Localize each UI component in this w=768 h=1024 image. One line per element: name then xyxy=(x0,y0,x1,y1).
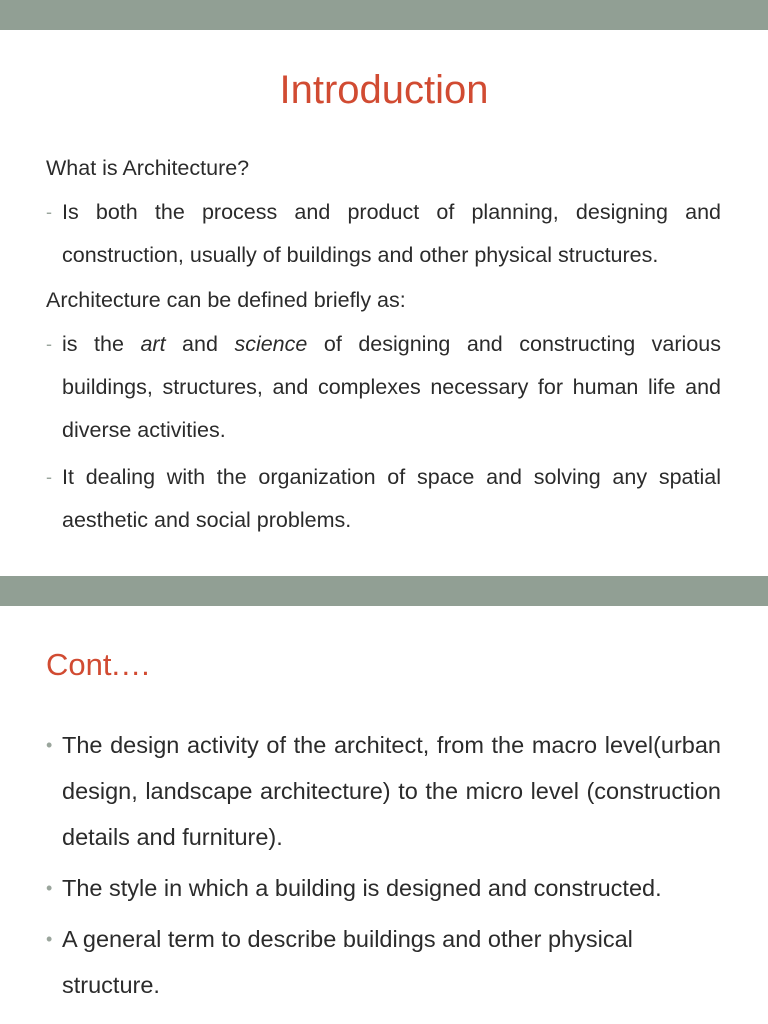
list-item-text: It dealing with the organization of space and solving any spatial aesthetic and social problems. xyxy=(62,465,721,532)
list-item-text: A general term to describe buildings and other physical structure. xyxy=(62,926,633,998)
list-item xyxy=(46,916,721,1008)
slide-title: Cont.… xyxy=(46,647,152,682)
list-item xyxy=(46,323,721,452)
slide-body xyxy=(46,722,721,1013)
bullet-marker: • xyxy=(46,929,53,949)
list-item xyxy=(46,865,721,911)
divider-band xyxy=(0,576,768,606)
slide-introduction xyxy=(0,30,768,576)
text-segment: of designing and constructing various buildings, structures, and complexes necessary for human life and diverse activities. xyxy=(62,332,721,442)
dash-marker: - xyxy=(46,334,52,354)
question-text: What is Architecture? xyxy=(46,156,250,180)
emphasis-art: art xyxy=(140,332,166,356)
lead-text: Architecture can be defined briefly as: xyxy=(46,288,406,312)
bullet-marker: • xyxy=(46,878,53,898)
text-segment: is the xyxy=(62,332,141,356)
list-item-text xyxy=(62,332,721,442)
list-item-text: The design activity of the architect, from the macro level(urban design, landscape architecture) to the micro level (construction details and furniture). xyxy=(62,732,721,850)
list-item-text: The style in which a building is designed and constructed. xyxy=(62,875,662,901)
emphasis-science: science xyxy=(234,332,308,356)
top-band xyxy=(0,0,768,30)
list-item xyxy=(46,191,721,277)
slide-title: Introduction xyxy=(279,68,489,112)
slide-body xyxy=(46,149,721,546)
list-item-text: Is both the process and product of planning, designing and construction, usually of buildings and other physical structures. xyxy=(62,200,721,267)
slide-cont xyxy=(0,606,768,1024)
text-segment: and xyxy=(165,332,235,356)
list-item xyxy=(46,456,721,542)
dash-marker: - xyxy=(46,202,52,222)
dash-marker: - xyxy=(46,467,52,487)
list-item xyxy=(46,722,721,860)
bullet-marker: • xyxy=(46,735,53,755)
